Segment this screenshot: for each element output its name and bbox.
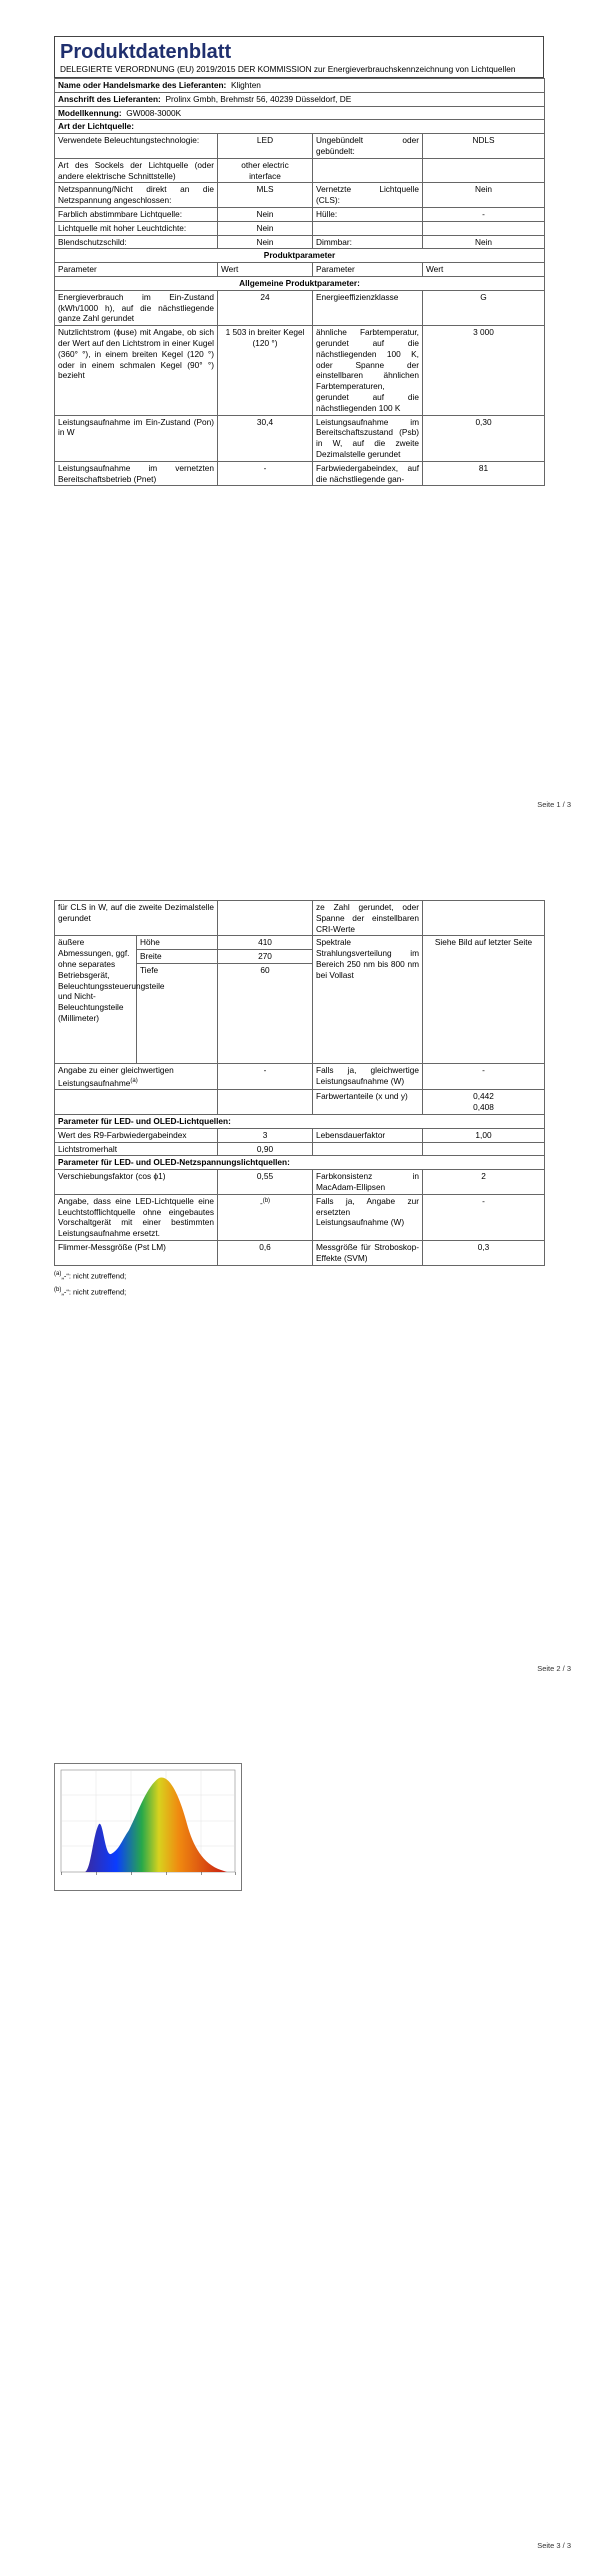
stroboscopic-label: Messgröße für Stroboskop-Effekte (SVM) [313,1240,423,1265]
survival-label: Lebensdauerfaktor [313,1128,423,1142]
technology-label: Verwendete Beleuchtungstechnologie: [55,134,218,159]
efficiency-value: G [423,290,545,325]
flicker-value: 0,6 [218,1240,313,1265]
footnote-b-text: „-“: nicht zutreffend; [61,1287,127,1297]
cap-value: other electric interface [218,158,313,183]
energy-label: Energieverbrauch im Ein-Zustand (kWh/1000 h), auf die nächstliegende ganze Zahl gerundet [55,290,218,325]
chromaticity-value: 0,442 0,408 [423,1090,545,1115]
connected-value: Nein [423,183,545,208]
equiv-power-label: Angabe zu einer gleichwertigen Leistungsaufnahme [58,1064,174,1088]
width-label: Breite [137,950,218,964]
equiv-power-value: - [218,1063,313,1089]
anti-glare-label: Blendschutzschild: [55,235,218,249]
maintenance-value: 0,90 [218,1142,313,1156]
energy-row [55,290,545,325]
supplier-address-value: Prolinx Gmbh, Brehmstr 56, 40239 Düsseldorf, DE [165,93,352,104]
maintenance-row [55,1142,545,1156]
datasheet-table-page-1 [54,78,545,486]
col-value-2: Wert [423,263,545,277]
mains-label: Netzspannung/Nicht direkt an die Netzspannung angeschlossen: [55,183,218,208]
technology-row [55,134,545,159]
equiv-rated-value: - [423,1063,545,1089]
datasheet-header [54,36,544,78]
mains-value: MLS [218,183,313,208]
page-number-2: Seite 2 / 3 [537,1664,571,1673]
cct-value: 3 000 [423,326,545,415]
dimmable-label: Dimmbar: [313,235,423,249]
footnote-a [54,1268,544,1283]
cct-label: ähnliche Farbtemperatur, gerundet auf die nächstliegenden 100 K, oder Spanne der einstellbaren ähnlichen Farbtemperaturen, gerundet auf die nächstliegenden 100 K [313,326,423,415]
net-standby-value: - [218,461,313,486]
datasheet-page-1 [54,36,544,486]
spectrum-plot [55,1764,241,1890]
standby-label: Leistungsaufnahme im Bereitschaftszustand (Psb) in W, auf die zweite Dezimalstelle gerundet [313,415,423,461]
light-source-type-section: Art der Lichtquelle: [55,120,545,134]
equiv-rated-label: Falls ja, gleichwertige Leistungsaufnahme (W) [313,1063,423,1089]
unbundled-label: Ungebündelt oder gebündelt: [313,134,423,159]
page-number-3: Seite 3 / 3 [537,2541,571,2550]
regulation-subtitle: DELEGIERTE VERORDNUNG (EU) 2019/2015 DER KOMMISSION zur Energieverbrauchskennzeichnung von Lichtquellen [60,64,516,74]
flux-row [55,326,545,415]
footnote-a-mark: (a) [54,1270,62,1277]
r9-label: Wert des R9-Farbwiedergabeindex [55,1128,218,1142]
envelope-label: Hülle: [313,207,423,221]
replace-label: Angabe, dass eine LED-Lichtquelle eine Leuchtstofflichtquelle ohne eingebautes Vorschaltgerät mit einer bestimmten Leistungsaufnahme ersetzt. [55,1194,218,1240]
dimensions-label: äußere Abmessungen, ggf. ohne separates Betriebsgerät, Beleuchtungssteuerungsteile und Nicht-Beleuchtungsteile (Millimeter) [55,936,137,1064]
replace-value: - [259,1197,263,1208]
r9-value: 3 [218,1128,313,1142]
col-param-2: Parameter [313,263,423,277]
page-title: Produktdatenblatt [60,41,232,63]
envelope-value: - [423,207,545,221]
r9-row [55,1128,545,1142]
dimmable-value: Nein [423,235,545,249]
high-luminance-row [55,221,545,235]
equiv-power-row [55,1063,545,1089]
supplier-address-row [55,92,545,106]
column-header-row [55,263,545,277]
chromaticity-row [55,1090,545,1115]
stroboscopic-value: 0,3 [423,1240,545,1265]
supplier-name-label: Name oder Handelsmarke des Lieferanten: [58,80,227,90]
on-power-value: 30,4 [218,415,313,461]
colour-tunable-row [55,207,545,221]
cri-label-part-2: ze Zahl gerundet, oder Spanne der einstellbaren CRI-Werte [313,901,423,936]
mains-row [55,183,545,208]
height-label: Höhe [137,936,218,950]
colour-tunable-value: Nein [218,207,313,221]
high-luminance-label: Lichtquelle mit hoher Leuchtdichte: [55,221,218,235]
spectral-curve [85,1777,227,1872]
footnote-b-mark: (b) [54,1287,62,1293]
width-value: 270 [218,950,313,964]
dimensions-height-row [55,936,545,950]
flux-value: 1 503 in breiter Kegel (120 °) [218,326,313,415]
replace-rated-value: - [423,1194,545,1240]
power-row [55,415,545,461]
net-standby-label-part-1: Leistungsaufnahme im vernetzten Bereitschaftsbetrieb (Pnet) [55,461,218,486]
product-params-section: Produktparameter [55,249,545,263]
high-luminance-value: Nein [218,221,313,235]
replace-rated-label: Falls ja, Angabe zur ersetzten Leistungsaufnahme (W) [313,1194,423,1240]
flicker-row [55,1240,545,1265]
cap-label: Art des Sockels der Lichtquelle (oder andere elektrische Schnittstelle) [55,158,218,183]
supplier-name-row [55,79,545,93]
supplier-address-label: Anschrift des Lieferanten: [58,93,161,104]
displacement-label: Verschiebungsfaktor (cos ϕ1) [55,1170,218,1195]
chromaticity-label: Farbwertanteile (x und y) [313,1090,423,1115]
anti-glare-value: Nein [218,235,313,249]
footnote-b [54,1284,544,1299]
displacement-row [55,1170,545,1195]
replace-row [55,1194,545,1240]
technology-value: LED [218,134,313,159]
on-power-label: Leistungsaufnahme im Ein-Zustand (Pon) in W [55,415,218,461]
model-value: GW008-3000K [126,107,182,118]
col-param-1: Parameter [55,263,218,277]
connected-label: Vernetzte Lichtquelle (CLS): [313,183,423,208]
anti-glare-row [55,235,545,249]
replace-footnote-mark: (b) [262,1197,271,1204]
col-value-1: Wert [218,263,313,277]
displacement-value: 0,55 [218,1170,313,1195]
spectral-label: Spektrale Strahlungsverteilung im Bereich 250 nm bis 800 nm bei Vollast [313,936,423,1064]
cri-value: 81 [423,461,545,486]
net-standby-row-part-2 [55,901,545,936]
flicker-label: Flimmer-Messgröße (Pst LM) [55,1240,218,1265]
maintenance-label: Lichtstromerhalt [55,1142,218,1156]
mains-params-section: Parameter für LED- und OLED-Netzspannungslichtquellen: [55,1156,545,1170]
datasheet-table-page-2 [54,900,545,1266]
standby-value: 0,30 [423,415,545,461]
colour-tunable-label: Farblich abstimmbare Lichtquelle: [55,207,218,221]
led-params-section: Parameter für LED- und OLED-Lichtquellen: [55,1114,545,1128]
footnote-a-text: „-“: nicht zutreffend; [61,1271,127,1280]
flux-label: Nutzlichtstrom (ɸuse) mit Angabe, ob sich der Wert auf den Lichtstrom in einer Kugel (360° °), in einem breiten Kegel (120 °) oder in einem schmalen Kegel (90° °) bezieht [55,326,218,415]
model-label: Modellkennung: [58,107,122,118]
page-number-1: Seite 1 / 3 [537,800,571,809]
unbundled-value: NDLS [423,134,545,159]
depth-value: 60 [218,963,313,1063]
equiv-power-footnote-mark: (a) [130,1077,138,1084]
axis-tick-marks [61,1872,236,1875]
cap-row [55,158,545,183]
model-row [55,106,545,120]
efficiency-label: Energieeffizienzklasse [313,290,423,325]
datasheet-page-2 [54,900,544,1299]
supplier-name-value: Klighten [230,80,261,90]
net-standby-row-part-1 [55,461,545,486]
net-standby-label-part-2: für CLS in W, auf die zweite Dezimalstelle gerundet [55,901,218,936]
energy-value: 24 [218,290,313,325]
cri-label-part-1: Farbwiedergabeindex, auf die nächstliegende gan- [313,461,423,486]
survival-value: 1,00 [423,1128,545,1142]
depth-label: Tiefe [137,963,218,1063]
general-params-section: Allgemeine Produktparameter: [55,276,545,290]
consistency-value: 2 [423,1170,545,1195]
spectral-distribution-image [54,1763,242,1891]
height-value: 410 [218,936,313,950]
spectral-value: Siehe Bild auf letzter Seite [423,936,545,1064]
consistency-label: Farbkonsistenz in MacAdam-Ellipsen [313,1170,423,1195]
